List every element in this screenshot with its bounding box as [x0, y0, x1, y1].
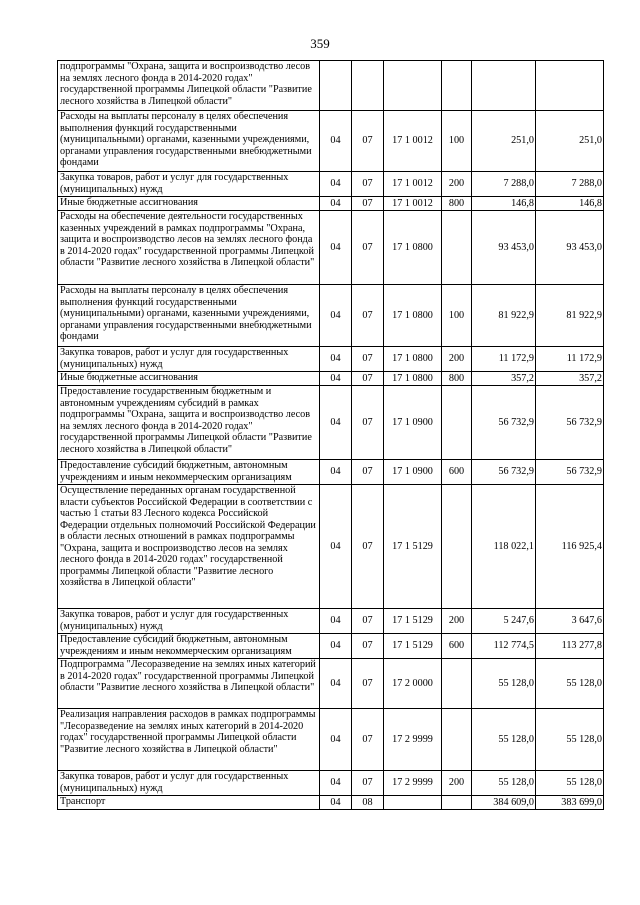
cell-amount-2: 56 732,9	[536, 460, 604, 485]
cell-amount-2: 146,8	[536, 197, 604, 211]
cell-name: Закупка товаров, работ и услуг для государственных (муниципальных) нужд	[58, 771, 320, 796]
cell-name: подпрограммы "Охрана, защита и воспроизводство лесов на землях лесного фонда в 2014-2020 годах" государственной программы Липецкой области "Развитие лесного хозяйства в Липецкой области"	[58, 61, 320, 111]
cell-section: 04	[320, 172, 352, 197]
cell-expense-type	[442, 386, 472, 460]
cell-section: 04	[320, 285, 352, 347]
table-row	[58, 485, 604, 609]
cell-subsection: 07	[352, 460, 384, 485]
table-row	[58, 61, 604, 111]
cell-section: 04	[320, 659, 352, 709]
table-row	[58, 211, 604, 285]
cell-subsection: 07	[352, 172, 384, 197]
cell-section: 04	[320, 386, 352, 460]
cell-amount-1: 7 288,0	[472, 172, 536, 197]
cell-section: 04	[320, 211, 352, 285]
cell-subsection: 07	[352, 386, 384, 460]
cell-target-article: 17 2 9999	[384, 771, 442, 796]
cell-section: 04	[320, 460, 352, 485]
cell-amount-2: 55 128,0	[536, 709, 604, 771]
cell-section: 04	[320, 634, 352, 659]
cell-name: Расходы на обеспечение деятельности государственных казенных учреждений в рамках подпрограммы "Охрана, защита и воспроизводство лесов на землях лесного фонда в 2014-2020 годах" государственной программы Липецкой области "Развитие лесного хозяйства в Липецкой области"	[58, 211, 320, 285]
cell-target-article: 17 1 0800	[384, 372, 442, 386]
cell-name: Предоставление субсидий бюджетным, автономным учреждениям и иным некоммерческим организациям	[58, 460, 320, 485]
cell-name: Расходы на выплаты персоналу в целях обеспечения выполнения функций государственными (муниципальными) органами, казенными учреждениями, органами управления государственными внебюджетными фондами	[58, 285, 320, 347]
budget-table	[57, 60, 604, 810]
cell-expense-type	[442, 211, 472, 285]
cell-section: 04	[320, 771, 352, 796]
cell-amount-2: 357,2	[536, 372, 604, 386]
cell-subsection: 07	[352, 634, 384, 659]
cell-amount-1: 251,0	[472, 111, 536, 172]
table-row	[58, 197, 604, 211]
table-row	[58, 460, 604, 485]
table-row	[58, 285, 604, 347]
cell-section: 04	[320, 709, 352, 771]
cell-subsection: 07	[352, 211, 384, 285]
cell-section	[320, 61, 352, 111]
cell-target-article: 17 1 0800	[384, 285, 442, 347]
cell-amount-1: 11 172,9	[472, 347, 536, 372]
table-row	[58, 172, 604, 197]
cell-amount-1: 56 732,9	[472, 460, 536, 485]
cell-amount-1: 81 922,9	[472, 285, 536, 347]
cell-amount-2: 383 699,0	[536, 796, 604, 810]
cell-subsection: 07	[352, 111, 384, 172]
cell-section: 04	[320, 347, 352, 372]
cell-amount-1: 384 609,0	[472, 796, 536, 810]
cell-target-article: 17 1 0012	[384, 111, 442, 172]
cell-expense-type	[442, 485, 472, 609]
cell-target-article: 17 1 0900	[384, 460, 442, 485]
cell-section: 04	[320, 372, 352, 386]
cell-amount-1: 112 774,5	[472, 634, 536, 659]
cell-name: Подпрограмма "Лесоразведение на землях иных категорий в 2014-2020 годах" государственной программы Липецкой области "Развитие лесного хозяйства в Липецкой области"	[58, 659, 320, 709]
cell-expense-type	[442, 796, 472, 810]
cell-amount-1: 55 128,0	[472, 771, 536, 796]
cell-expense-type	[442, 61, 472, 111]
cell-expense-type: 600	[442, 460, 472, 485]
table-row	[58, 659, 604, 709]
cell-amount-2	[536, 61, 604, 111]
cell-amount-1	[472, 61, 536, 111]
cell-name: Закупка товаров, работ и услуг для государственных (муниципальных) нужд	[58, 609, 320, 634]
cell-subsection: 07	[352, 609, 384, 634]
page-number: 359	[310, 36, 330, 51]
cell-amount-1: 55 128,0	[472, 659, 536, 709]
cell-name: Предоставление государственным бюджетным и автономным учреждениям субсидий в рамках подпрограммы "Охрана, защита и воспроизводство лесов на землях лесного фонда в 2014-2020 годах" государственной программы Липецкой области "Развитие лесного хозяйства в Липецкой области"	[58, 386, 320, 460]
cell-subsection: 07	[352, 709, 384, 771]
cell-amount-1: 118 022,1	[472, 485, 536, 609]
cell-amount-1: 93 453,0	[472, 211, 536, 285]
cell-subsection: 07	[352, 347, 384, 372]
table-row	[58, 709, 604, 771]
cell-name: Закупка товаров, работ и услуг для государственных (муниципальных) нужд	[58, 172, 320, 197]
table-row	[58, 771, 604, 796]
cell-target-article: 17 1 0800	[384, 211, 442, 285]
cell-expense-type: 200	[442, 347, 472, 372]
cell-target-article: 17 1 0800	[384, 347, 442, 372]
cell-target-article: 17 2 9999	[384, 709, 442, 771]
cell-name: Закупка товаров, работ и услуг для государственных (муниципальных) нужд	[58, 347, 320, 372]
cell-expense-type: 600	[442, 634, 472, 659]
cell-amount-1: 55 128,0	[472, 709, 536, 771]
cell-expense-type	[442, 659, 472, 709]
cell-target-article: 17 2 0000	[384, 659, 442, 709]
cell-amount-2: 81 922,9	[536, 285, 604, 347]
table-row	[58, 634, 604, 659]
cell-subsection: 07	[352, 197, 384, 211]
table-row	[58, 347, 604, 372]
cell-target-article: 17 1 0012	[384, 172, 442, 197]
table-row	[58, 796, 604, 810]
cell-amount-2: 11 172,9	[536, 347, 604, 372]
cell-subsection: 07	[352, 485, 384, 609]
cell-expense-type	[442, 709, 472, 771]
table-row	[58, 386, 604, 460]
cell-expense-type: 100	[442, 285, 472, 347]
cell-target-article	[384, 61, 442, 111]
cell-section: 04	[320, 485, 352, 609]
cell-amount-2: 55 128,0	[536, 659, 604, 709]
table-row	[58, 372, 604, 386]
cell-subsection: 07	[352, 372, 384, 386]
cell-amount-1: 357,2	[472, 372, 536, 386]
cell-target-article: 17 1 5129	[384, 609, 442, 634]
cell-amount-2: 93 453,0	[536, 211, 604, 285]
table-row	[58, 111, 604, 172]
cell-section: 04	[320, 609, 352, 634]
cell-expense-type: 800	[442, 197, 472, 211]
cell-name: Расходы на выплаты персоналу в целях обеспечения выполнения функций государственными (муниципальными) органами, казенными учреждениями, органами управления государственными внебюджетными фондами	[58, 111, 320, 172]
cell-amount-2: 7 288,0	[536, 172, 604, 197]
cell-expense-type: 800	[442, 372, 472, 386]
cell-target-article: 17 1 5129	[384, 485, 442, 609]
cell-amount-2: 3 647,6	[536, 609, 604, 634]
cell-target-article: 17 1 5129	[384, 634, 442, 659]
cell-expense-type: 200	[442, 771, 472, 796]
cell-target-article	[384, 796, 442, 810]
cell-name: Транспорт	[58, 796, 320, 810]
cell-amount-2: 116 925,4	[536, 485, 604, 609]
cell-amount-2: 251,0	[536, 111, 604, 172]
cell-subsection: 08	[352, 796, 384, 810]
cell-target-article: 17 1 0012	[384, 197, 442, 211]
cell-subsection: 07	[352, 659, 384, 709]
cell-amount-2: 113 277,8	[536, 634, 604, 659]
cell-name: Иные бюджетные ассигнования	[58, 197, 320, 211]
cell-section: 04	[320, 796, 352, 810]
cell-expense-type: 100	[442, 111, 472, 172]
cell-subsection	[352, 61, 384, 111]
cell-subsection: 07	[352, 771, 384, 796]
cell-section: 04	[320, 111, 352, 172]
cell-amount-1: 5 247,6	[472, 609, 536, 634]
cell-name: Реализация направления расходов в рамках подпрограммы "Лесоразведение на землях иных категорий в 2014-2020 годах" государственной программы Липецкой области "Развитие лесного хозяйства в Липецкой области"	[58, 709, 320, 771]
cell-amount-2: 55 128,0	[536, 771, 604, 796]
table-row	[58, 609, 604, 634]
cell-amount-2: 56 732,9	[536, 386, 604, 460]
cell-section: 04	[320, 197, 352, 211]
cell-expense-type: 200	[442, 172, 472, 197]
cell-subsection: 07	[352, 285, 384, 347]
cell-amount-1: 146,8	[472, 197, 536, 211]
cell-name: Предоставление субсидий бюджетным, автономным учреждениям и иным некоммерческим организациям	[58, 634, 320, 659]
cell-target-article: 17 1 0900	[384, 386, 442, 460]
cell-expense-type: 200	[442, 609, 472, 634]
cell-amount-1: 56 732,9	[472, 386, 536, 460]
cell-name: Иные бюджетные ассигнования	[58, 372, 320, 386]
cell-name: Осуществление переданных органам государственной власти субъектов Российской Федерации в соответствии с частью 1 статьи 83 Лесного кодекса Российской Федерации отдельных полномочий Российской Федерации в области лесных отношений в рамках подпрограммы "Охрана, защита и воспроизводство лесов на землях лесного фонда в 2014-2020 годах" государственной программы Липецкой области "Развитие лесного хозяйства в Липецкой области"	[58, 485, 320, 609]
